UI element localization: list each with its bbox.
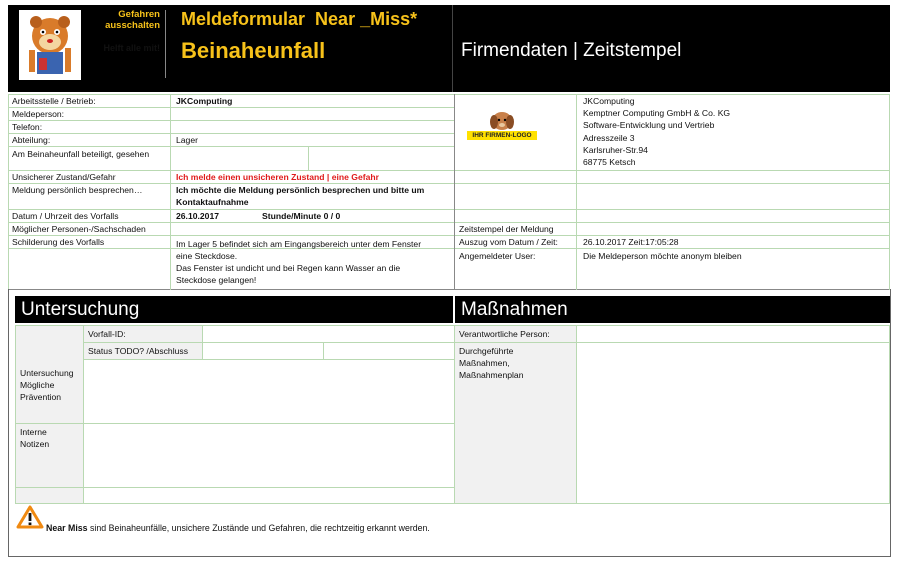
- label-incident-date: Datum / Uhrzeit des Vorfalls: [12, 211, 119, 221]
- label-prevention-1: Untersuchung: [20, 368, 74, 378]
- form-title-suffix: Near _Miss*: [315, 9, 418, 29]
- company-line-5: Karlsruher-Str.94: [583, 145, 648, 155]
- company-line-1: JKComputing: [583, 96, 635, 106]
- value-incident-time[interactable]: Stunde/Minute 0 / 0: [262, 211, 341, 221]
- label-notes-1: Interne: [20, 427, 47, 437]
- notes-field[interactable]: [84, 424, 454, 487]
- warning-icon: [16, 505, 44, 529]
- value-logged-user: Die Meldeperson möchte anonym bleiben: [583, 251, 742, 261]
- company-logo: [467, 111, 537, 143]
- incident-id-field[interactable]: [203, 326, 454, 342]
- page-frame: [8, 289, 9, 557]
- prevention-field[interactable]: [84, 360, 454, 423]
- label-description: Schilderung des Vorfalls: [12, 237, 105, 247]
- label-reporter: Meldeperson:: [12, 109, 65, 119]
- company-line-2: Kemptner Computing GmbH & Co. KG: [583, 108, 731, 118]
- description-line-1: Im Lager 5 befindet sich am Eingangsbereich unter dem Fenster: [176, 239, 422, 249]
- measures-field[interactable]: [577, 343, 889, 503]
- description-line-3: Das Fenster ist undicht und bei Regen kann Wasser an die: [176, 263, 401, 273]
- description-line-2: eine Steckdose.: [176, 251, 238, 261]
- badge-line1: Gefahren: [118, 9, 160, 20]
- label-incident-id: Vorfall-ID:: [88, 329, 126, 339]
- value-department[interactable]: Lager: [176, 135, 198, 145]
- label-workplace: Arbeitsstelle / Betrieb:: [12, 96, 96, 106]
- company-section-title: Firmendaten | Zeitstempel: [461, 40, 682, 61]
- value-workplace[interactable]: JKComputing: [176, 96, 233, 106]
- measures-title: Maßnahmen: [461, 299, 568, 320]
- page-subtitle: Beinaheunfall: [181, 38, 326, 63]
- badge-line2: ausschalten: [105, 20, 160, 31]
- helps-line: Helft alle mit!: [103, 43, 160, 53]
- label-unsafe-condition: Unsicherer Zustand/Gefahr: [12, 172, 116, 182]
- company-line-3: Software-Entwicklung und Vertrieb: [583, 120, 715, 130]
- value-extract-date: 26.10.2017 Zeit:17:05:28: [583, 237, 679, 247]
- label-measures-1: Durchgeführte: [459, 346, 514, 356]
- value-personal-discussion-2: Kontaktaufnahme: [176, 197, 249, 207]
- label-damage: Möglicher Personen-/Sachschaden: [12, 224, 146, 234]
- label-responsible: Verantwortliche Person:: [459, 329, 550, 339]
- label-phone: Telefon:: [12, 122, 43, 132]
- badge-text: [86, 9, 160, 31]
- logo-text: IHR FIRMEN-LOGO: [467, 131, 537, 140]
- label-report-timestamp: Zeitstempel der Meldung: [459, 224, 554, 234]
- label-department: Abteilung:: [12, 135, 51, 145]
- investigation-title: Untersuchung: [21, 299, 140, 320]
- label-prevention-3: Prävention: [20, 392, 62, 402]
- responsible-field[interactable]: [577, 326, 889, 342]
- label-measures-2: Maßnahmen,: [459, 358, 510, 368]
- label-measures-3: Maßnahmenplan: [459, 370, 524, 380]
- label-prevention-2: Mögliche: [20, 380, 55, 390]
- status-field[interactable]: [203, 343, 323, 359]
- form-title: Meldeformular Near _Miss*: [181, 9, 418, 29]
- mascot-image: [19, 10, 81, 80]
- label-logged-user: Angemeldeter User:: [459, 251, 536, 261]
- company-line-4: Adresszeile 3: [583, 133, 635, 143]
- value-incident-date[interactable]: 26.10.2017: [176, 211, 220, 221]
- footer-text: sind Beinaheunfälle, unsichere Zustände und Gefahren, die rechtzeitig erkannt werden.: [87, 523, 430, 533]
- value-unsafe-condition[interactable]: Ich melde einen unsicheren Zustand | eine Gefahr: [176, 172, 379, 182]
- label-personal-discussion: Meldung persönlich besprechen…: [12, 185, 143, 195]
- label-extract-date: Auszug vom Datum / Zeit:: [459, 237, 558, 247]
- description-line-4: Steckdose gelangen!: [176, 275, 257, 285]
- label-status: Status TODO? /Abschluss: [88, 346, 188, 356]
- company-line-6: 68775 Ketsch: [583, 157, 636, 167]
- label-involved: Am Beinaheunfall beteiligt, gesehen: [12, 149, 150, 159]
- header-divider: [165, 10, 166, 78]
- footer-note: [46, 523, 430, 534]
- value-personal-discussion-1[interactable]: Ich möchte die Meldung persönlich besprechen und bitte um: [176, 185, 425, 195]
- label-notes-2: Notizen: [20, 439, 50, 449]
- footer-bold: Near Miss: [46, 523, 88, 533]
